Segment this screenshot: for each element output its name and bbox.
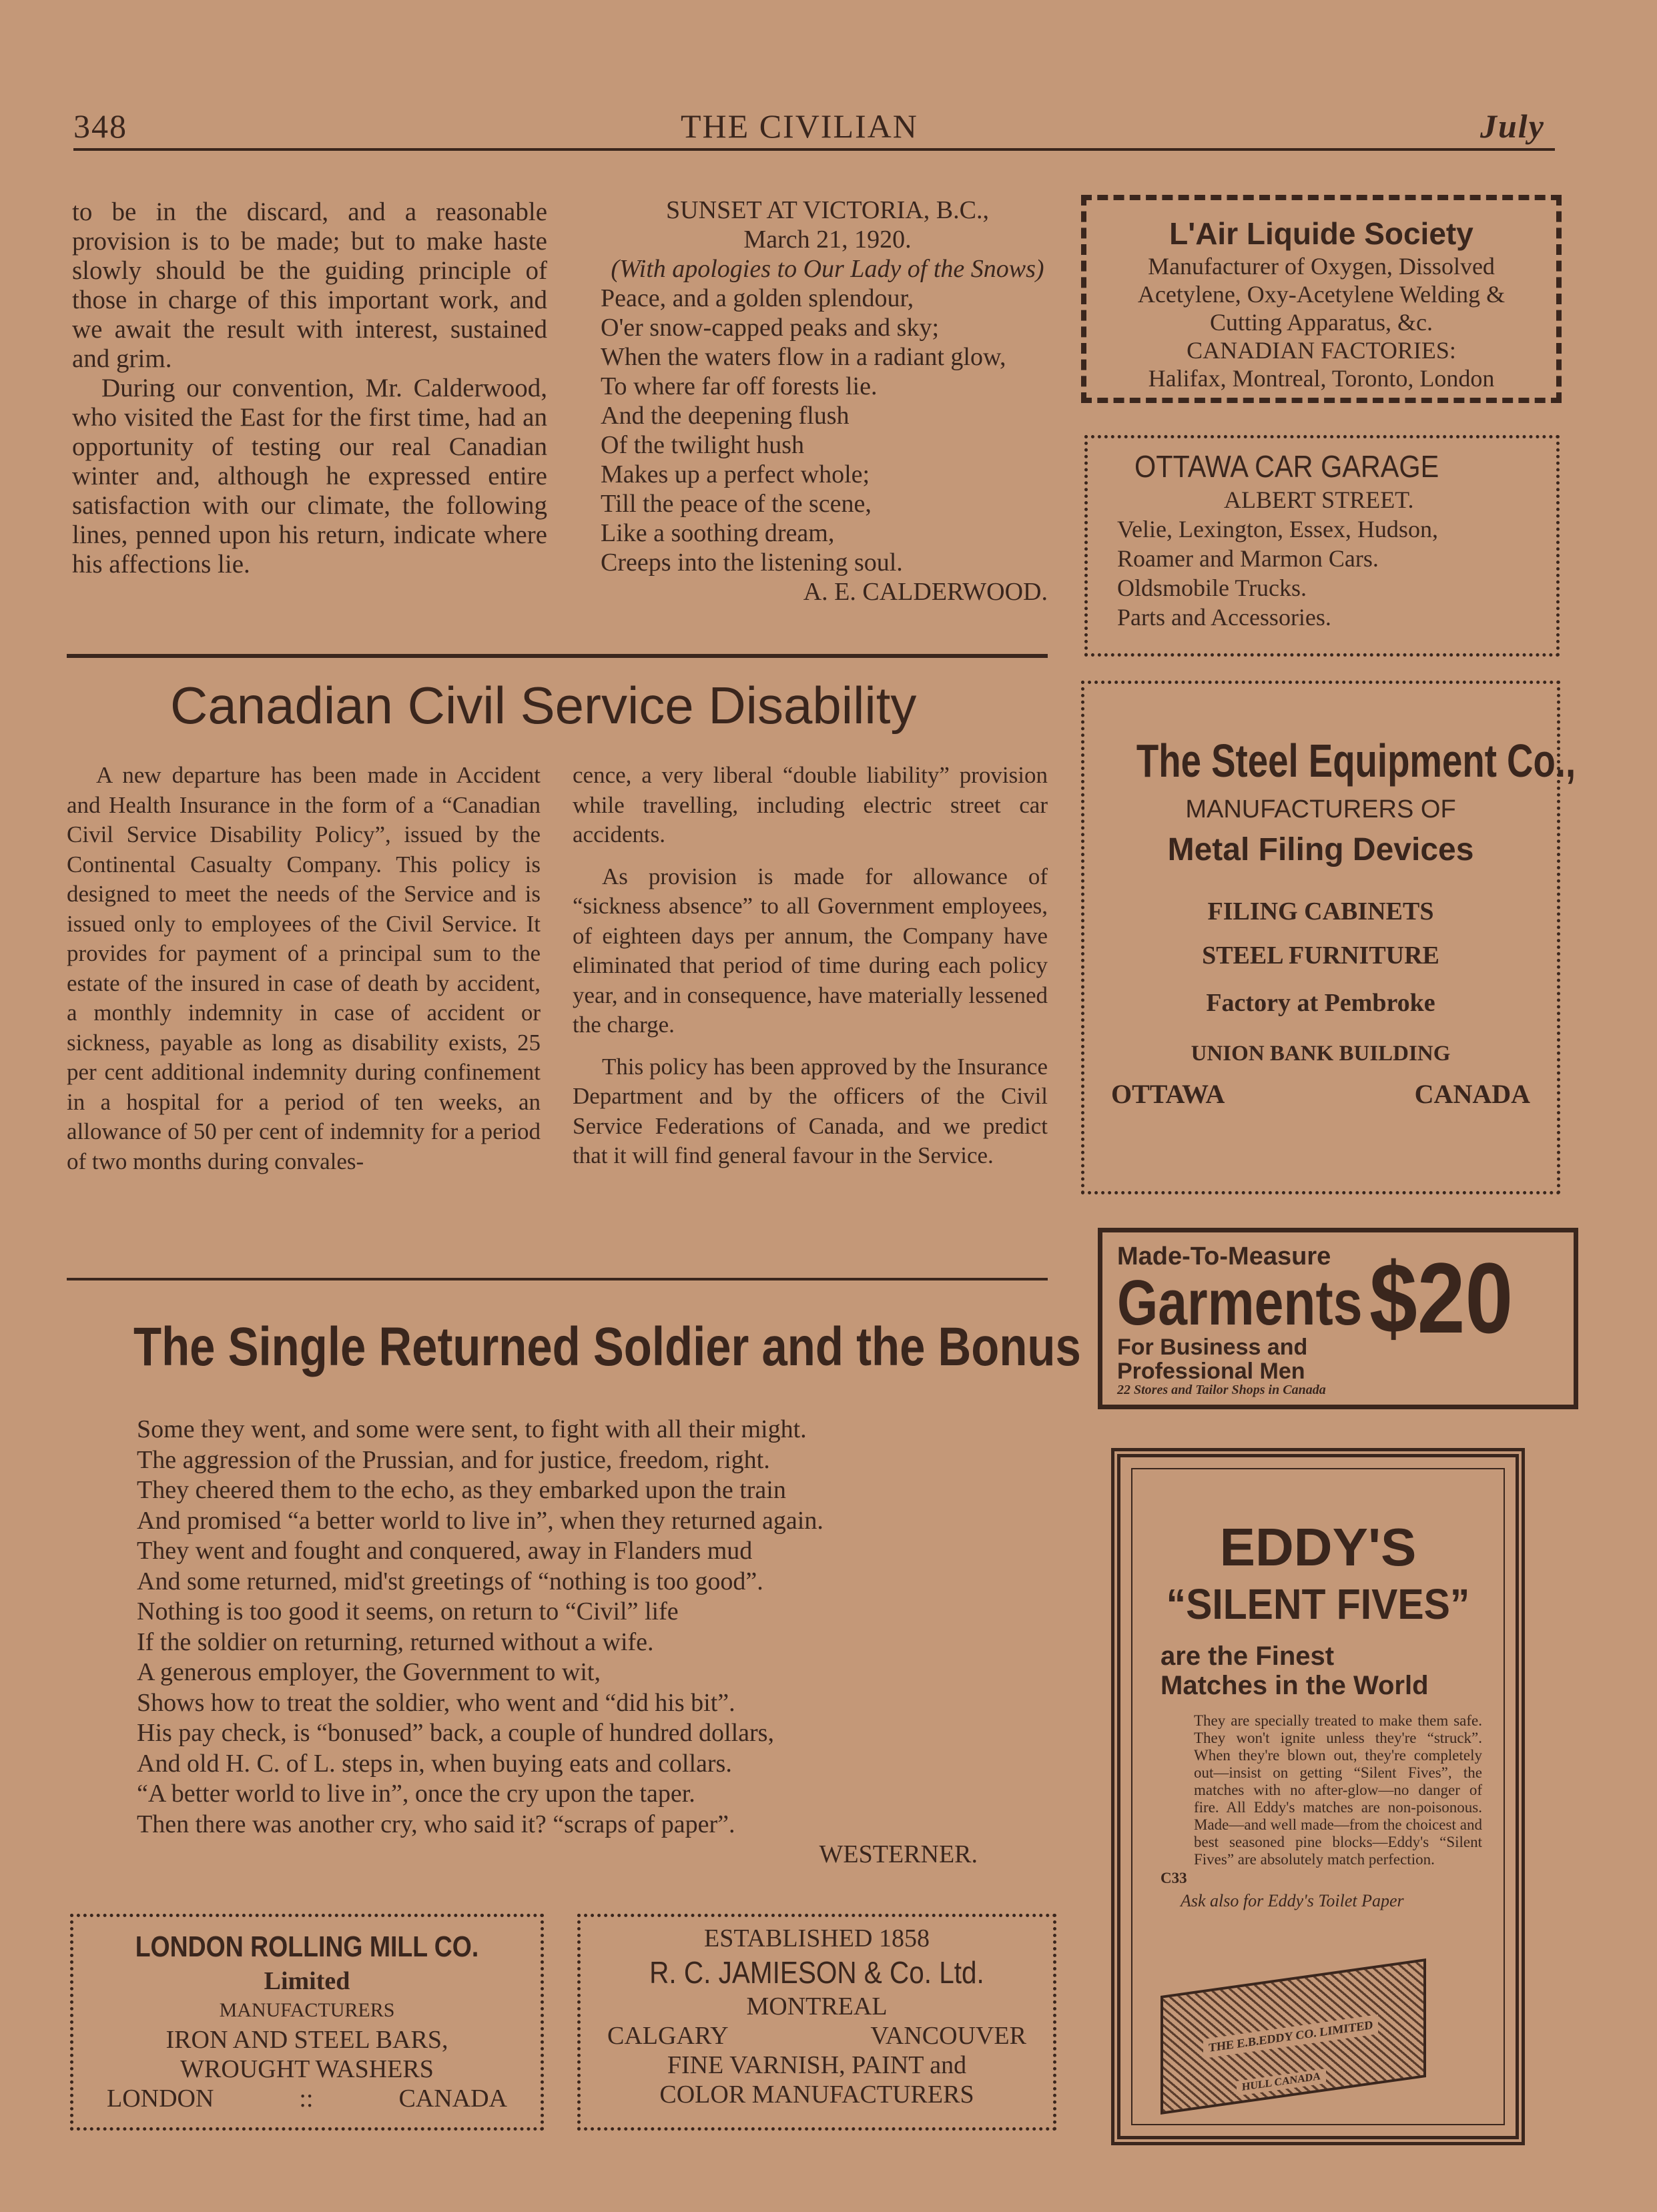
issue-month: July (1480, 107, 1545, 145)
ad-line: FILING CABINETS (1207, 897, 1434, 926)
poem-line: Creeps into the listening soul. (601, 548, 903, 577)
ad-line: For Business and (1117, 1335, 1308, 1360)
ad-separator: :: (299, 2085, 314, 2113)
ad-line: Oldsmobile Trucks. (1117, 575, 1307, 601)
section-rule (67, 654, 1048, 658)
ad-line: Manufacturer of Oxygen, Dissolved (1148, 253, 1495, 280)
ad-line: MANUFACTURERS OF (1185, 795, 1456, 823)
ad-line: ALBERT STREET. (1224, 486, 1414, 513)
ad-country: CANADA (1414, 1079, 1530, 1109)
ad-line: ESTABLISHED 1858 (704, 1924, 930, 1952)
left-column-text (72, 198, 547, 579)
ad-air-liquide (1081, 195, 1562, 403)
ad-line: Parts and Accessories. (1117, 604, 1331, 631)
poem-line: Shows how to treat the soldier, who went and “did his bit”. (137, 1688, 735, 1717)
poem-line: Then there was another cry, who said it? “scraps of paper”. (137, 1810, 735, 1838)
ad-line: COLOR MANUFACTURERS (659, 2081, 974, 2109)
poem-line: Some they went, and some were sent, to fight with all their might. (137, 1415, 807, 1443)
ad-footer: Ask also for Eddy's Toilet Paper (1181, 1891, 1404, 1910)
ad-jamieson (577, 1914, 1056, 2131)
section-rule (67, 1278, 1048, 1280)
ad-city: OTTAWA (1111, 1079, 1225, 1109)
poem-author: WESTERNER. (819, 1840, 978, 1868)
journal-title: THE CIVILIAN (681, 107, 918, 145)
matchbox-label: THE E.B.EDDY CO. LIMITED (1203, 2014, 1378, 2059)
article-column-2 (573, 761, 1048, 1171)
ad-line: MANUFACTURERS (219, 1999, 395, 2021)
ad-line: Factory at Pembroke (1206, 989, 1435, 1017)
ad-line: FINE VARNISH, PAINT and (667, 2051, 967, 2079)
ad-city: VANCOUVER (870, 2022, 1026, 2050)
poem-line: Peace, and a golden splendour, (601, 284, 914, 312)
poem-lines (137, 1415, 1004, 1840)
paragraph: cence, a very liberal “double liability” provision while travelling, including electric street car accidents. (573, 762, 1048, 847)
poem-line: His pay check, is “bonused” back, a couple of hundred dollars, (137, 1719, 774, 1747)
ad-line: Garments (1117, 1267, 1363, 1339)
poem-lines (601, 284, 1068, 577)
ad-line: STEEL FURNITURE (1202, 942, 1439, 970)
poem-line: When the waters flow in a radiant glow, (601, 343, 1006, 371)
ad-name: LONDON ROLLING MILL CO. (135, 1930, 479, 1963)
ad-brand: EDDY'S (1219, 1517, 1417, 1577)
ad-city: CALGARY (607, 2022, 729, 2050)
ad-product: Metal Filing Devices (1167, 832, 1474, 867)
ad-footer: 22 Stores and Tailor Shops in Canada (1117, 1383, 1326, 1397)
ad-name: The Steel Equipment Co., (1136, 735, 1576, 787)
matchbox-city: HULL CANADA (1237, 2069, 1326, 2096)
paragraph: A new departure has been made in Accident and Health Insurance in the form of a “Canadian Civil Service Disability Policy”, issued by the Continental Casualty Company. This policy is designed to meet the needs of the Service and is issued only to employees of the Civil Service. It provides for payment of a principal sum to the estate of the insured in case of death by accident, a monthly indemnity in case of accident or sickness, payable as long as disability exists, 25 per cent additional indemnity during confinement in a hospital for a period of ten weeks, an allowance of 50 per cent of indemnity for a period of two months during convales- (67, 762, 541, 1174)
poem-subtitle: (With apologies to Our Lady of the Snows) (611, 255, 1044, 283)
ad-name: L'Air Liquide Society (1169, 216, 1473, 251)
ad-price: $20 (1369, 1242, 1514, 1354)
poem-line: A generous employer, the Government to wit, (137, 1658, 601, 1686)
poem-line: And the deepening flush (601, 402, 850, 430)
poem-line: And promised “a better world to live in”, when they returned again. (137, 1506, 823, 1535)
ad-garments (1098, 1228, 1578, 1409)
article-column-1 (67, 761, 541, 1176)
poem-line: O'er snow-capped peaks and sky; (601, 314, 940, 342)
ad-line: Roamer and Marmon Cars. (1117, 545, 1379, 572)
ad-line: MONTREAL (746, 1992, 888, 2020)
poem-line: The aggression of the Prussian, and for justice, freedom, right. (137, 1445, 770, 1474)
poem-date: March 21, 1920. (743, 226, 912, 254)
poem-line: And old H. C. of L. steps in, when buying eats and collars. (137, 1749, 732, 1778)
poem-line: They cheered them to the echo, as they embarked upon the train (137, 1476, 786, 1504)
header-rule (73, 148, 1555, 151)
paragraph: This policy has been approved by the Insurance Department and by the officers of the Civil Service Federations of Canada, and we predict that it will find general favour in the Service. (573, 1053, 1048, 1168)
ad-name: R. C. JAMIESON & Co. Ltd. (649, 1955, 984, 1990)
ad-line: Made-To-Measure (1117, 1242, 1331, 1270)
poem-line: And some returned, mid'st greetings of “nothing is too good”. (137, 1567, 763, 1595)
page-number: 348 (73, 107, 127, 145)
poem-author: A. E. CALDERWOOD. (803, 578, 1048, 606)
sunset-poem (587, 196, 1068, 607)
soldier-poem (137, 1415, 1004, 1870)
ad-code: C33 (1161, 1870, 1187, 1886)
ad-steel-equipment (1081, 681, 1576, 1194)
poem-line: Like a soothing dream, (601, 519, 835, 547)
ad-body: They are specially treated to make them safe. They won't ignite unless they're “struck”. When they're blown out, they're completely out—insist on getting “Silent Fives”, the matches with no after-glow—no danger of fire. All Eddy's matches are non-poisonous. Made—and well made—from the choicest and best seasoned pine blocks—Eddy's “Silent Fives” are absolutely match perfection. (1194, 1712, 1482, 1868)
ad-city: LONDON (107, 2085, 214, 2113)
paragraph: to be in the discard, and a reasonable provision is to be made; but to make haste slowly should be the guiding principle of those in charge of this important work, and we await the result with interest, sustained and grim. (72, 198, 547, 373)
ad-line: are the Finest (1161, 1641, 1335, 1671)
poem-line: They went and fought and conquered, away in Flanders mud (137, 1537, 753, 1565)
poem-line: To where far off forests lie. (601, 372, 878, 400)
ad-line: Velie, Lexington, Essex, Hudson, (1117, 516, 1438, 542)
poem-title: SUNSET AT VICTORIA, B.C., (666, 196, 989, 224)
poem-headline: The Single Returned Soldier and the Bonus (133, 1317, 1081, 1377)
poem-line: Of the twilight hush (601, 431, 805, 459)
ad-country: CANADA (398, 2085, 507, 2113)
poem-line: Makes up a perfect whole; (601, 460, 870, 488)
ad-eddys (1111, 1448, 1525, 2145)
poem-line: Nothing is too good it seems, on return to “Civil” life (137, 1597, 679, 1625)
ad-line: Cutting Apparatus, &c. (1210, 309, 1433, 336)
ad-product: “SILENT FIVES” (1166, 1580, 1470, 1628)
poem-line: If the soldier on returning, returned without a wife. (137, 1627, 654, 1656)
ad-line: WROUGHT WASHERS (180, 2055, 434, 2083)
poem-line: Till the peace of the scene, (601, 490, 872, 518)
ad-london-rolling-mill (70, 1914, 544, 2131)
ad-ottawa-garage (1084, 435, 1560, 657)
ad-line: Acetylene, Oxy-Acetylene Welding & (1137, 281, 1506, 308)
ad-line: Limited (264, 1967, 350, 1995)
paragraph: As provision is made for allowance of “sickness absence” to all Government employees, of eighteen days per annum, the Company have eliminated that period of time during each policy year, and in consequence, have materially lessened the charge. (573, 863, 1048, 1038)
ad-line: IRON AND STEEL BARS, (165, 2026, 448, 2054)
ad-line: CANADIAN FACTORIES: (1187, 337, 1456, 364)
ad-line: Matches in the World (1161, 1671, 1429, 1700)
paragraph: During our convention, Mr. Calderwood, who visited the East for the first time, had an opportunity of testing our real Canadian winter and, although he expressed entire satisfaction with our climate, the following lines, penned upon his return, indicate where his affections lie. (72, 374, 547, 579)
poem-line: “A better world to live in”, once the cry upon the taper. (137, 1780, 695, 1808)
ad-line: UNION BANK BUILDING (1191, 1042, 1451, 1066)
ad-line: Halifax, Montreal, Toronto, London (1148, 365, 1495, 392)
ad-name: OTTAWA CAR GARAGE (1134, 449, 1439, 484)
article-headline: Canadian Civil Service Disability (170, 676, 917, 735)
ad-line: Professional Men (1117, 1359, 1305, 1384)
